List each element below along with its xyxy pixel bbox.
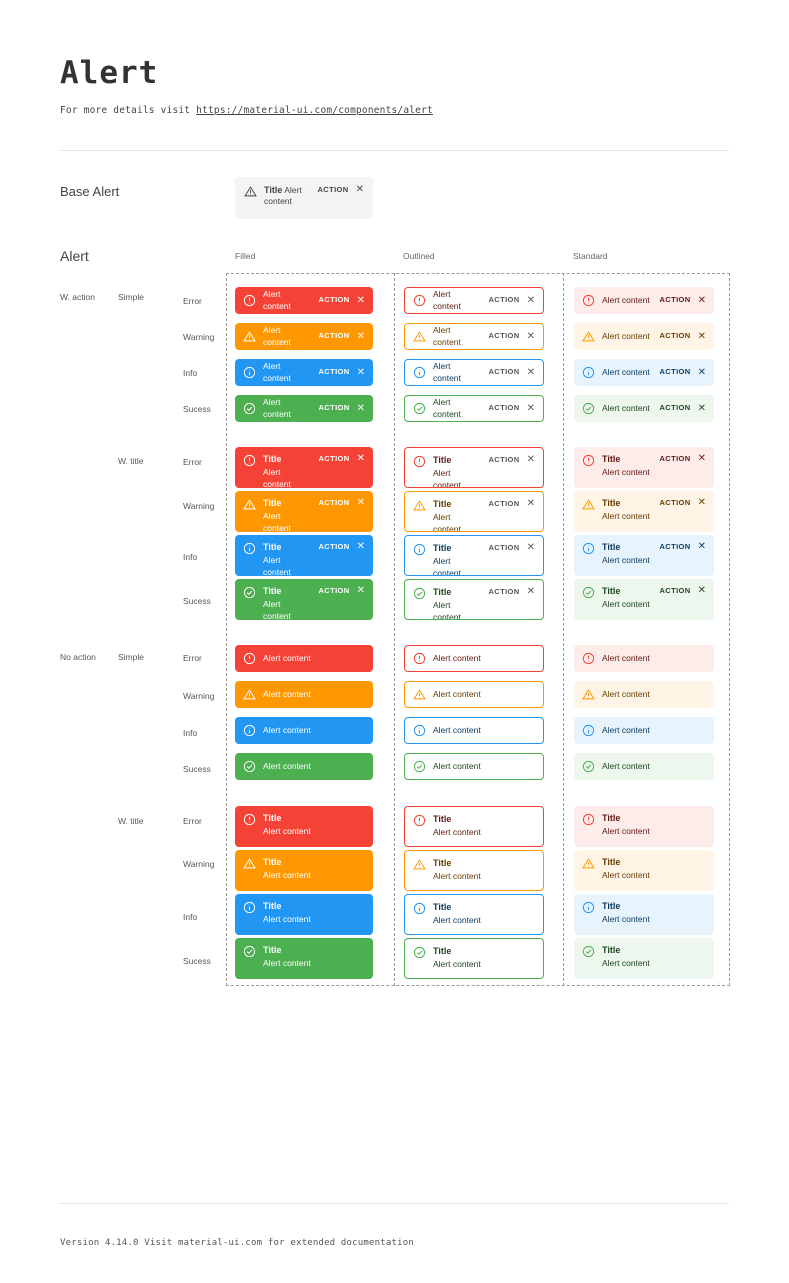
alert-standard-success-noaction-simple[interactable] <box>574 753 714 780</box>
alert-content: Alert content <box>263 958 311 969</box>
alert-title: Title <box>263 945 282 955</box>
alert-grid-divider-2 <box>563 273 564 986</box>
alert-content: Alert content <box>433 556 461 576</box>
alert-grid-divider-1 <box>394 273 395 986</box>
action-button[interactable]: ACTION <box>488 455 520 464</box>
close-icon[interactable]: ✕ <box>697 330 706 342</box>
alert-content: Alert content <box>263 914 311 925</box>
alert-content: Alert content <box>263 652 311 663</box>
alert-title: Title <box>263 901 282 911</box>
check-circle-outline-icon <box>413 760 426 773</box>
close-icon[interactable]: ✕ <box>356 402 365 414</box>
alert-filled-warning-noaction-title[interactable] <box>235 850 373 891</box>
alert-content: Alert content <box>433 652 481 663</box>
warning-outline-icon <box>582 498 595 511</box>
alert-title: Title <box>602 945 621 955</box>
action-button[interactable]: ACTION <box>659 542 691 551</box>
alert-filled-info-noaction-simple[interactable] <box>235 717 373 744</box>
check-circle-outline-icon <box>582 945 595 958</box>
alert-content: Alert content <box>602 688 650 699</box>
warning-outline-icon <box>413 330 426 343</box>
alert-content: Alert content <box>602 724 650 735</box>
alert-title: Title <box>602 857 621 867</box>
alert-filled-success-noaction-title[interactable] <box>235 938 373 979</box>
column-header-standard: Standard <box>573 251 608 261</box>
alert-content: Alert content <box>602 330 650 341</box>
severity-label-error-a: Error <box>183 296 202 306</box>
action-button[interactable]: ACTION <box>488 295 520 305</box>
check-circle-outline-icon <box>243 586 256 599</box>
divider-top <box>60 150 729 151</box>
error-outline-icon <box>243 294 256 307</box>
section-label-alert: Alert <box>60 248 89 264</box>
alert-title: Title <box>433 499 452 509</box>
check-circle-outline-icon <box>413 587 426 600</box>
alert-filled-warning-noaction-simple[interactable] <box>235 681 373 708</box>
alert-outlined-warning-action-simple[interactable] <box>404 323 544 350</box>
check-circle-outline-icon <box>243 760 256 773</box>
close-icon[interactable]: ✕ <box>697 585 706 597</box>
alert-content: Alert content <box>263 467 291 488</box>
alert-filled-success-action-simple[interactable] <box>235 395 373 422</box>
close-icon[interactable]: ✕ <box>526 586 535 598</box>
alert-content: Alert content <box>263 361 291 383</box>
alert-outlined-warning-noaction-simple[interactable] <box>404 681 544 708</box>
base-alert-title: Title <box>264 185 283 195</box>
severity-label-warning-a: Warning <box>183 332 215 342</box>
alert-outlined-success-action-simple[interactable] <box>404 395 544 422</box>
warning-outline-icon <box>413 688 426 701</box>
warning-outline-icon <box>582 857 595 870</box>
severity-label-error-d: Error <box>183 816 202 826</box>
alert-outlined-error-action-simple[interactable] <box>404 287 544 314</box>
base-alert-body <box>264 184 309 208</box>
alert-standard-info-action-title[interactable] <box>574 535 714 576</box>
check-circle-outline-icon <box>582 402 595 415</box>
action-button[interactable]: ACTION <box>318 542 350 551</box>
info-outline-icon <box>413 724 426 737</box>
alert-standard-warning-action-simple[interactable] <box>574 323 714 350</box>
alert-content: Alert content <box>263 289 291 311</box>
base-alert-content: Alert content <box>264 185 302 207</box>
alert-outlined-warning-action-title[interactable] <box>404 491 544 532</box>
action-button[interactable]: ACTION <box>318 367 350 377</box>
divider-bottom <box>60 1203 729 1204</box>
check-circle-outline-icon <box>413 946 426 959</box>
close-icon[interactable]: ✕ <box>356 453 365 465</box>
error-outline-icon <box>582 454 595 467</box>
alert-standard-info-noaction-title[interactable] <box>574 894 714 935</box>
alert-title: Title <box>263 857 282 867</box>
base-alert-action-button[interactable]: ACTION <box>317 185 349 194</box>
close-icon[interactable]: ✕ <box>526 366 535 378</box>
alert-standard-warning-action-title[interactable] <box>574 491 714 532</box>
action-button[interactable]: ACTION <box>659 403 691 413</box>
page-subtitle <box>60 105 433 116</box>
alert-filled-success-action-title[interactable] <box>235 579 373 620</box>
alert-standard-info-action-simple[interactable] <box>574 359 714 386</box>
alert-standard-warning-noaction-title[interactable] <box>574 850 714 891</box>
check-circle-outline-icon <box>582 586 595 599</box>
warning-outline-icon <box>413 858 426 871</box>
alert-filled-error-action-simple[interactable] <box>235 287 373 314</box>
action-button[interactable]: ACTION <box>659 454 691 463</box>
alert-filled-error-noaction-title[interactable] <box>235 806 373 847</box>
close-icon[interactable]: ✕ <box>526 454 535 466</box>
warning-outline-icon <box>413 499 426 512</box>
alert-title: Title <box>263 454 282 464</box>
alert-title: Title <box>263 542 282 552</box>
info-outline-icon <box>582 542 595 555</box>
error-outline-icon <box>243 652 256 665</box>
alert-standard-error-action-title[interactable] <box>574 447 714 488</box>
alert-title: Title <box>433 858 452 868</box>
action-button[interactable]: ACTION <box>659 367 691 377</box>
severity-label-error-b: Error <box>183 457 202 467</box>
alert-content: Alert content <box>263 724 311 735</box>
severity-label-error-c: Error <box>183 653 202 663</box>
action-button[interactable]: ACTION <box>488 331 520 341</box>
severity-label-success-c: Sucess <box>183 764 211 774</box>
warning-outline-icon <box>582 330 595 343</box>
alert-standard-warning-noaction-simple[interactable] <box>574 681 714 708</box>
alert-content: Alert content <box>433 325 461 347</box>
alert-filled-success-noaction-simple[interactable] <box>235 753 373 780</box>
alert-content: Alert content <box>602 914 650 925</box>
error-outline-icon <box>582 652 595 665</box>
alert-filled-info-action-simple[interactable] <box>235 359 373 386</box>
alert-title: Title <box>433 587 452 597</box>
alert-title: Title <box>263 813 282 823</box>
alert-content: Alert content <box>433 688 481 699</box>
action-button[interactable]: ACTION <box>318 454 350 463</box>
alert-filled-error-noaction-simple[interactable] <box>235 645 373 672</box>
alert-outlined-warning-noaction-title[interactable] <box>404 850 544 891</box>
alert-content: Alert content <box>433 289 461 311</box>
alert-content: Alert content <box>263 599 291 620</box>
alert-title: Title <box>602 586 621 596</box>
error-outline-icon <box>243 454 256 467</box>
severity-label-info-d: Info <box>183 912 198 922</box>
alert-outlined-info-noaction-simple[interactable] <box>404 717 544 744</box>
alert-content: Alert content <box>263 325 291 347</box>
alert-content: Alert content <box>263 511 291 532</box>
severity-label-info-c: Info <box>183 728 198 738</box>
alert-outlined-info-noaction-title[interactable] <box>404 894 544 935</box>
action-button[interactable]: ACTION <box>318 295 350 305</box>
alert-content: Alert content <box>602 958 650 969</box>
severity-label-success-d: Sucess <box>183 956 211 966</box>
alert-title: Title <box>263 498 282 508</box>
alert-content: Alert content <box>263 555 291 576</box>
alert-outlined-success-action-title[interactable] <box>404 579 544 620</box>
error-outline-icon <box>413 652 426 665</box>
base-alert-actions <box>317 185 364 195</box>
info-outline-icon <box>243 901 256 914</box>
close-icon[interactable]: ✕ <box>697 541 706 553</box>
group-label-w-title-1: W. title <box>118 456 144 466</box>
alert-content: Alert content <box>433 724 481 735</box>
action-button[interactable]: ACTION <box>488 367 520 377</box>
close-icon[interactable]: ✕ <box>355 184 364 196</box>
alert-filled-warning-action-title[interactable] <box>235 491 373 532</box>
alert-content: Alert content <box>263 760 311 771</box>
severity-label-warning-b: Warning <box>183 501 215 511</box>
alert-title: Title <box>433 455 452 465</box>
action-button[interactable]: ACTION <box>659 498 691 507</box>
alert-outlined-error-noaction-simple[interactable] <box>404 645 544 672</box>
column-header-filled: Filled <box>235 251 256 261</box>
check-circle-outline-icon <box>413 402 426 415</box>
severity-label-success-b: Sucess <box>183 596 211 606</box>
subtitle-text: For more details visit <box>60 105 197 116</box>
action-button[interactable]: ACTION <box>318 331 350 341</box>
alert-content: Alert content <box>433 512 461 532</box>
severity-label-warning-c: Warning <box>183 691 215 701</box>
action-button[interactable]: ACTION <box>659 331 691 341</box>
alert-content: Alert content <box>602 366 650 377</box>
group-label-w-action: W. action <box>60 292 95 302</box>
alert-content: Alert content <box>602 599 650 610</box>
severity-label-warning-d: Warning <box>183 859 215 869</box>
close-icon[interactable]: ✕ <box>697 294 706 306</box>
close-icon[interactable]: ✕ <box>526 330 535 342</box>
error-outline-icon <box>413 814 426 827</box>
group-label-simple-2: Simple <box>118 652 144 662</box>
page-title: Alert <box>60 55 159 91</box>
info-outline-icon <box>582 366 595 379</box>
alert-standard-success-noaction-title[interactable] <box>574 938 714 979</box>
warning-outline-icon <box>243 498 256 511</box>
alert-title: Title <box>602 498 621 508</box>
error-outline-icon <box>413 455 426 468</box>
severity-label-info-a: Info <box>183 368 198 378</box>
error-outline-icon <box>243 813 256 826</box>
action-button[interactable]: ACTION <box>488 587 520 596</box>
action-button[interactable]: ACTION <box>318 498 350 507</box>
alert-title: Title <box>433 946 452 956</box>
alert-content: Alert content <box>433 468 461 488</box>
info-outline-icon <box>413 366 426 379</box>
alert-content: Alert content <box>602 826 650 837</box>
action-button[interactable]: ACTION <box>659 295 691 305</box>
alert-content: Alert content <box>433 959 481 970</box>
close-icon[interactable]: ✕ <box>526 542 535 554</box>
alert-outlined-info-action-title[interactable] <box>404 535 544 576</box>
alert-standard-error-noaction-simple[interactable] <box>574 645 714 672</box>
alert-outlined-error-action-title[interactable] <box>404 447 544 488</box>
close-icon[interactable]: ✕ <box>356 497 365 509</box>
alert-title: Title <box>602 454 621 464</box>
close-icon[interactable]: ✕ <box>697 402 706 414</box>
info-outline-icon <box>582 724 595 737</box>
alert-content: Alert content <box>602 555 650 566</box>
group-label-simple-1: Simple <box>118 292 144 302</box>
error-outline-icon <box>413 294 426 307</box>
alert-standard-info-noaction-simple[interactable] <box>574 717 714 744</box>
info-outline-icon <box>582 901 595 914</box>
close-icon[interactable]: ✕ <box>526 294 535 306</box>
error-outline-icon <box>582 813 595 826</box>
alert-content: Alert content <box>602 467 650 478</box>
alert-standard-success-action-title[interactable] <box>574 579 714 620</box>
close-icon[interactable]: ✕ <box>526 498 535 510</box>
section-label-base-alert: Base Alert <box>60 184 120 199</box>
alert-filled-error-action-title[interactable] <box>235 447 373 488</box>
warning-outline-icon <box>243 688 256 701</box>
alert-outlined-error-noaction-title[interactable] <box>404 806 544 847</box>
alert-content: Alert content <box>263 397 291 419</box>
alert-title: Title <box>602 542 621 552</box>
close-icon[interactable]: ✕ <box>697 366 706 378</box>
group-label-no-action: No action <box>60 652 96 662</box>
severity-label-success-a: Sucess <box>183 404 211 414</box>
action-button[interactable]: ACTION <box>488 403 520 413</box>
action-button[interactable]: ACTION <box>488 543 520 552</box>
alert-content: Alert content <box>433 871 481 882</box>
warning-outline-icon <box>244 185 257 198</box>
severity-label-info-b: Info <box>183 552 198 562</box>
action-button[interactable]: ACTION <box>318 403 350 413</box>
close-icon[interactable]: ✕ <box>356 366 365 378</box>
warning-outline-icon <box>582 688 595 701</box>
alert-content: Alert content <box>602 760 650 771</box>
alert-content: Alert content <box>602 511 650 522</box>
group-label-w-title-2: W. title <box>118 816 144 826</box>
warning-outline-icon <box>243 857 256 870</box>
action-button[interactable]: ACTION <box>318 586 350 595</box>
alert-content: Alert content <box>433 397 461 419</box>
action-button[interactable]: ACTION <box>659 586 691 595</box>
alert-title: Title <box>433 814 452 824</box>
info-outline-icon <box>243 724 256 737</box>
alert-content: Alert content <box>602 652 650 663</box>
warning-outline-icon <box>243 330 256 343</box>
footer-text: Version 4.14.0 Visit material-ui.com for extended documentation <box>60 1238 414 1248</box>
alert-content: Alert content <box>433 827 481 838</box>
alert-filled-warning-action-simple[interactable] <box>235 323 373 350</box>
close-icon[interactable]: ✕ <box>526 402 535 414</box>
alert-filled-info-action-title[interactable] <box>235 535 373 576</box>
alert-title: Title <box>602 901 621 911</box>
info-outline-icon <box>243 366 256 379</box>
alert-outlined-info-action-simple[interactable] <box>404 359 544 386</box>
info-outline-icon <box>243 542 256 555</box>
base-alert[interactable] <box>235 177 373 219</box>
close-icon[interactable]: ✕ <box>356 330 365 342</box>
close-icon[interactable]: ✕ <box>697 453 706 465</box>
error-outline-icon <box>582 294 595 307</box>
alert-content: Alert content <box>263 870 311 881</box>
close-icon[interactable]: ✕ <box>697 497 706 509</box>
alert-content: Alert content <box>433 361 461 383</box>
info-outline-icon <box>413 543 426 556</box>
page-header <box>60 55 433 116</box>
alert-content: Alert content <box>263 826 311 837</box>
alert-outlined-success-noaction-title[interactable] <box>404 938 544 979</box>
alert-outlined-success-noaction-simple[interactable] <box>404 753 544 780</box>
action-button[interactable]: ACTION <box>488 499 520 508</box>
close-icon[interactable]: ✕ <box>356 585 365 597</box>
alert-standard-error-noaction-title[interactable] <box>574 806 714 847</box>
alert-content: Alert content <box>433 600 461 620</box>
alert-standard-success-action-simple[interactable] <box>574 395 714 422</box>
alert-content: Alert content <box>602 294 650 305</box>
column-header-outlined: Outlined <box>403 251 435 261</box>
check-circle-outline-icon <box>582 760 595 773</box>
check-circle-outline-icon <box>243 945 256 958</box>
alert-title: Title <box>263 586 282 596</box>
alert-filled-info-noaction-title[interactable] <box>235 894 373 935</box>
close-icon[interactable]: ✕ <box>356 294 365 306</box>
alert-content: Alert content <box>602 402 650 413</box>
alert-title: Title <box>433 902 452 912</box>
alert-content: Alert content <box>602 870 650 881</box>
info-outline-icon <box>413 902 426 915</box>
alert-title: Title <box>433 543 452 553</box>
alert-content: Alert content <box>433 760 481 771</box>
alert-content: Alert content <box>263 688 311 699</box>
close-icon[interactable]: ✕ <box>356 541 365 553</box>
alert-content: Alert content <box>433 915 481 926</box>
alert-standard-error-action-simple[interactable] <box>574 287 714 314</box>
docs-link[interactable]: https://material-ui.com/components/alert <box>196 105 433 116</box>
alert-title: Title <box>602 813 621 823</box>
check-circle-outline-icon <box>243 402 256 415</box>
